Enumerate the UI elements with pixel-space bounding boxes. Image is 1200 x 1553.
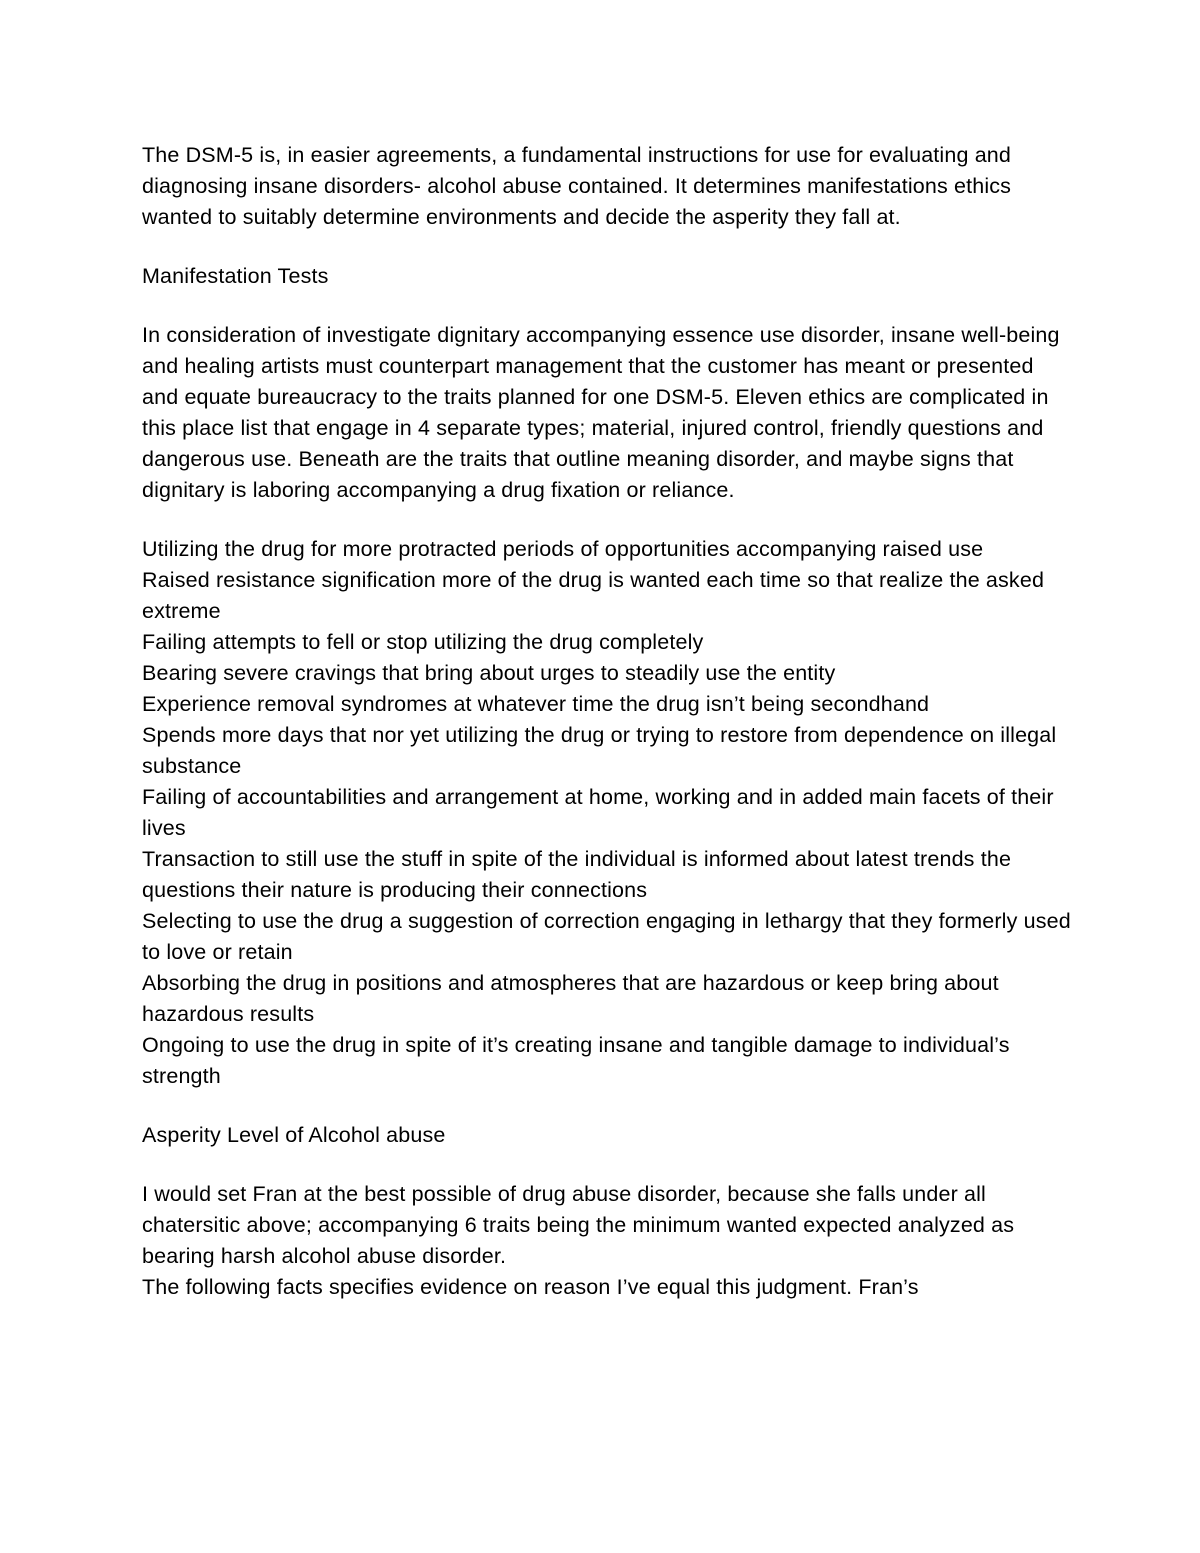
intro-paragraph: The DSM-5 is, in easier agreements, a fundamental instructions for use for evaluating and diagnosing insane disorders- alcohol abuse contained. It determines manifestations ethics wanted to suitably determine environments and decide the asperity they fall at. [142, 143, 1012, 229]
paragraph-spacer [142, 292, 1072, 320]
list-item: Bearing severe cravings that bring about urges to steadily use the entity [142, 661, 836, 685]
evidence-paragraph: The following facts specifies evidence on reason I’ve equal this judgment. Fran’s [142, 1275, 919, 1299]
list-item: Experience removal syndromes at whatever time the drug isn’t being secondhand [142, 692, 930, 716]
list-item: Failing of accountabilities and arrangement at home, working and in added main facets of their lives [142, 785, 1054, 840]
paragraph-spacer [142, 506, 1072, 534]
section-heading-asperity-level: Asperity Level of Alcohol abuse [142, 1123, 446, 1147]
list-item: Raised resistance signification more of the drug is wanted each time so that realize the asked extreme [142, 568, 1045, 623]
list-item: Absorbing the drug in positions and atmospheres that are hazardous or keep bring about hazardous results [142, 971, 999, 1026]
list-item: Failing attempts to fell or stop utilizing the drug completely [142, 630, 704, 654]
traits-list [142, 534, 1072, 1092]
severity-paragraph: I would set Fran at the best possible of drug abuse disorder, because she falls under all chatersitic above; accompanying 6 traits being the minimum wanted expected analyzed as bearing harsh alcohol abuse disorder. [142, 1182, 1015, 1268]
manifestation-paragraph: In consideration of investigate dignitary accompanying essence use disorder, insane well-being and healing artists must counterpart management that the customer has meant or presented and equate bureaucracy to the traits planned for one DSM-5. Eleven ethics are complicated in this place list that engage in 4 separate types; material, injured control, friendly questions and dangerous use. Beneath are the traits that outline meaning disorder, and maybe signs that dignitary is laboring accompanying a drug fixation or reliance. [142, 323, 1060, 502]
list-item: Selecting to use the drug a suggestion of correction engaging in lethargy that they formerly used to love or retain [142, 909, 1071, 964]
list-item: Transaction to still use the stuff in spite of the individual is informed about latest trends the questions their nature is producing their connections [142, 847, 1012, 902]
paragraph-spacer [142, 233, 1072, 261]
paragraph-spacer [142, 1151, 1072, 1179]
section-heading-manifestation-tests: Manifestation Tests [142, 264, 329, 288]
list-item: Ongoing to use the drug in spite of it’s creating insane and tangible damage to individual’s strength [142, 1033, 1010, 1088]
list-item: Utilizing the drug for more protracted periods of opportunities accompanying raised use [142, 537, 984, 561]
paragraph-spacer [142, 1092, 1072, 1120]
list-item: Spends more days that nor yet utilizing the drug or trying to restore from dependence on illegal substance [142, 723, 1057, 778]
document-body [142, 140, 1072, 1303]
